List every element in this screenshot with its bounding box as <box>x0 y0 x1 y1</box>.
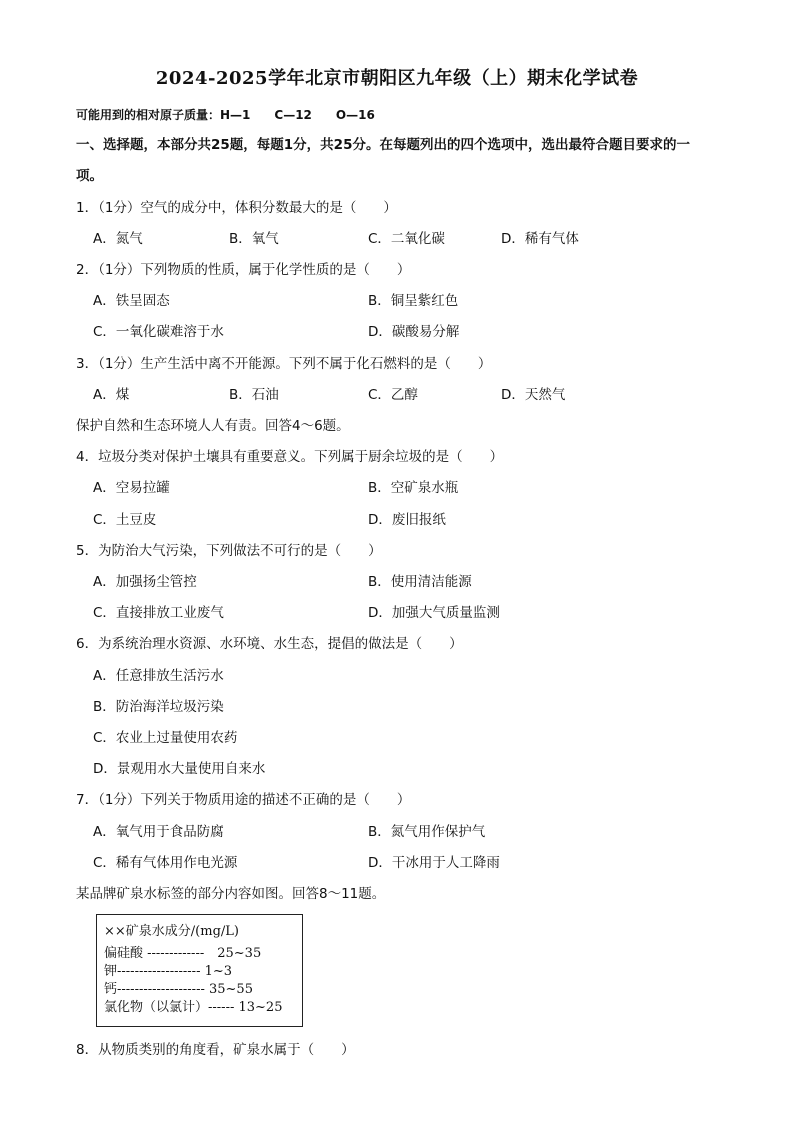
label-row-silicic-acid: 偏硅酸 ------------- 25~35 <box>104 946 262 961</box>
label-title: ××矿泉水成分/(mg/L) <box>104 924 239 939</box>
intro-questions-4-6: 保护自然和生态环境人人有责。回答4～6题。 <box>76 418 350 434</box>
question-5-option-a: A．加强扬尘管控 <box>93 574 197 590</box>
question-5-stem: 5．为防治大气污染，下列做法不可行的是（ ） <box>76 543 382 559</box>
mineral-water-label <box>96 914 303 1027</box>
question-4-stem: 4．垃圾分类对保护土壤具有重要意义。下列属于厨余垃圾的是（ ） <box>76 449 504 465</box>
exam-title: 2024-2025学年北京市朝阳区九年级（上）期末化学试卷 <box>155 68 639 89</box>
question-1-stem: 1．（1分）空气的成分中，体积分数最大的是（ ） <box>76 200 397 216</box>
section-heading-line2: 项。 <box>76 168 103 184</box>
question-2-stem: 2．（1分）下列物质的性质，属于化学性质的是（ ） <box>76 262 411 278</box>
question-7-stem: 7．（1分）下列关于物质用途的描述不正确的是（ ） <box>76 792 411 808</box>
question-1-option-c: C．二氧化碳 <box>368 231 445 247</box>
question-2-option-a: A．铁呈固态 <box>93 293 170 309</box>
question-4-option-a: A．空易拉罐 <box>93 480 170 496</box>
question-3-option-c: C．乙醇 <box>368 387 418 403</box>
question-6-stem: 6．为系统治理水资源、水环境、水生态，提倡的做法是（ ） <box>76 636 463 652</box>
question-4-option-c: C．土豆皮 <box>93 512 157 528</box>
question-5-option-c: C．直接排放工业废气 <box>93 605 224 621</box>
question-4-option-b: B．空矿泉水瓶 <box>368 480 459 496</box>
section-heading-line1: 一、选择题，本部分共25题，每题1分，共25分。在每题列出的四个选项中，选出最符合题目要求的一 <box>76 137 690 153</box>
question-7-option-b: B．氮气用作保护气 <box>368 824 486 840</box>
question-3-option-d: D．天然气 <box>501 387 566 403</box>
question-6-option-b: B．防治海洋垃圾污染 <box>93 699 224 715</box>
question-5-option-b: B．使用清洁能源 <box>368 574 472 590</box>
atomic-mass-line: 可能用到的相对原子质量：H—1 C—12 O—16 <box>76 108 375 122</box>
question-2-option-c: C．一氧化碳难溶于水 <box>93 324 224 340</box>
question-5-option-d: D．加强大气质量监测 <box>368 605 500 621</box>
question-7-option-a: A．氧气用于食品防腐 <box>93 824 224 840</box>
question-8-stem: 8．从物质类别的角度看，矿泉水属于（ ） <box>76 1042 355 1058</box>
question-6-option-a: A．任意排放生活污水 <box>93 668 224 684</box>
question-6-option-c: C．农业上过量使用农药 <box>93 730 238 746</box>
question-3-stem: 3．（1分）生产生活中离不开能源。下列不属于化石燃料的是（ ） <box>76 356 492 372</box>
question-1-option-a: A．氮气 <box>93 231 143 247</box>
question-7-option-d: D．干冰用于人工降雨 <box>368 855 500 871</box>
question-2-option-b: B．铜呈紫红色 <box>368 293 459 309</box>
label-row-calcium: 钙-------------------- 35~55 <box>104 982 253 997</box>
question-7-option-c: C．稀有气体用作电光源 <box>93 855 238 871</box>
label-row-chloride: 氯化物（以氯计）------ 13~25 <box>104 1000 283 1015</box>
question-4-option-d: D．废旧报纸 <box>368 512 446 528</box>
intro-questions-8-11: 某品牌矿泉水标签的部分内容如图。回答8～11题。 <box>76 886 386 902</box>
label-row-potassium: 钾------------------- 1~3 <box>104 964 233 979</box>
question-3-option-a: A．煤 <box>93 387 130 403</box>
question-3-option-b: B．石油 <box>229 387 279 403</box>
question-2-option-d: D．碳酸易分解 <box>368 324 460 340</box>
question-1-option-d: D．稀有气体 <box>501 231 579 247</box>
question-1-option-b: B．氧气 <box>229 231 279 247</box>
question-6-option-d: D．景观用水大量使用自来水 <box>93 761 266 777</box>
